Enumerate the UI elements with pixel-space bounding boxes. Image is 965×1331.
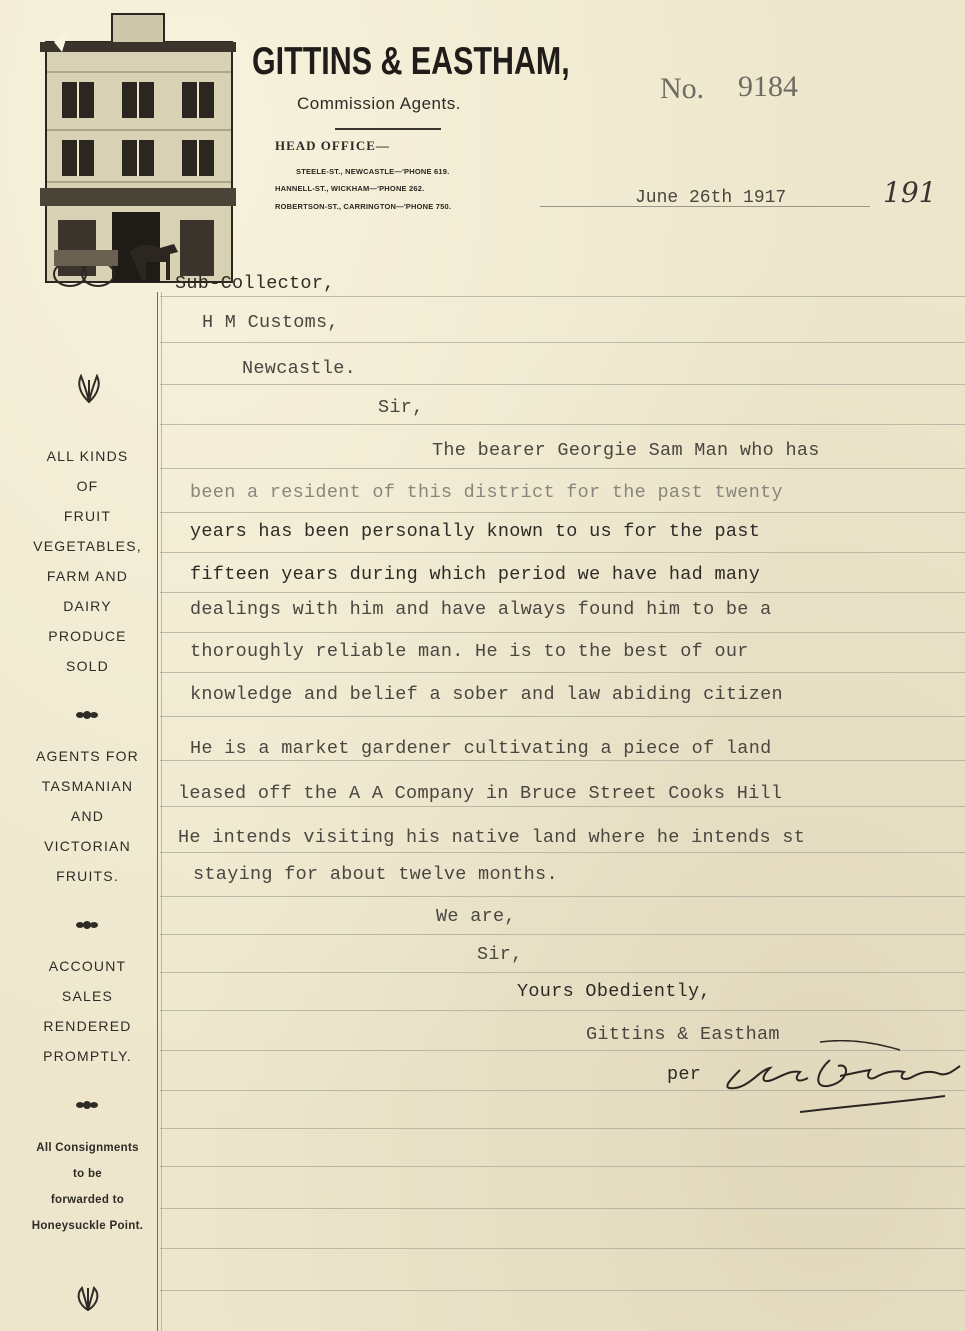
sidebar-text: PROMPTLY. <box>43 1048 132 1064</box>
ruled-line <box>160 672 965 673</box>
sidebar-text: forwarded to <box>50 1194 125 1206</box>
floral-ornament-icon <box>75 1096 99 1114</box>
sidebar-text: FRUIT <box>63 508 112 524</box>
head-office-label: HEAD OFFICE— <box>275 138 390 153</box>
ruled-line <box>160 468 965 469</box>
body-line: knowledge and belief a sober and law abiding citizen <box>190 684 783 705</box>
closing-line: We are, <box>436 906 516 927</box>
sidebar-text: AGENTS FOR <box>35 748 139 764</box>
address-line: STEELE-ST., NEWCASTLE—'PHONE 619. <box>296 167 450 176</box>
sidebar-text: SALES <box>61 988 114 1004</box>
sidebar-text: TASMANIAN <box>41 778 134 794</box>
body-line: years has been personally known to us for the past <box>190 521 761 542</box>
ruled-line <box>160 1128 965 1129</box>
ruled-line <box>160 632 965 633</box>
ruled-line <box>160 934 965 935</box>
sidebar-text: ACCOUNT <box>48 958 127 974</box>
body-line: staying for about twelve months. <box>193 864 558 885</box>
address-line: HANNELL-ST., WICKHAM—'PHONE 262. <box>275 184 425 193</box>
floral-ornament-icon <box>75 916 99 934</box>
letter-date: June 26th 1917 <box>635 188 787 208</box>
firm-name: GITTINS & EASTHAM, <box>252 40 570 83</box>
ruled-line <box>160 424 965 425</box>
ruled-line <box>160 296 965 297</box>
body-line: dealings with him and have always found him to be a <box>190 599 772 620</box>
address-line: ROBERTSON-ST., CARRINGTON—'PHONE 750. <box>275 202 452 211</box>
ruled-line <box>160 806 965 807</box>
ruled-line <box>160 716 965 717</box>
sidebar-text: FRUITS. <box>56 868 119 884</box>
ruled-line <box>160 972 965 973</box>
body-line: leased off the A A Company in Bruce Street Cooks Hill <box>178 783 783 804</box>
body-line: He intends visiting his native land where he intends st <box>178 827 806 848</box>
salutation: Sir, <box>378 397 424 418</box>
sidebar-text: OF <box>76 478 99 494</box>
ruled-line <box>160 1166 965 1167</box>
date-prefix: 191 <box>883 176 937 209</box>
ruled-line <box>160 384 965 385</box>
building-illustration <box>40 12 236 290</box>
sidebar-text: FARM AND <box>46 568 129 584</box>
sidebar-text: VEGETABLES, <box>33 538 142 554</box>
sidebar-text: RENDERED <box>43 1018 132 1034</box>
ruled-line <box>160 552 965 553</box>
body-line: been a resident of this district for the past twenty <box>190 482 783 503</box>
body-line: He is a market gardener cultivating a piece of land <box>190 738 772 759</box>
ruled-line <box>160 342 965 343</box>
body-line: fifteen years during which period we have had many <box>190 564 761 585</box>
ruled-line <box>160 1208 965 1209</box>
sidebar-text: All Consignments <box>36 1142 139 1154</box>
ruled-line <box>160 592 965 593</box>
body-line: thoroughly reliable man. He is to the best of our <box>190 641 749 662</box>
closing-line: Sir, <box>477 944 523 965</box>
sidebar-text: to be <box>73 1168 102 1180</box>
recipient-line: Sub-Collector, <box>175 273 335 294</box>
recipient-line: H M Customs, <box>202 312 339 333</box>
closing-line: Yours Obediently, <box>517 981 711 1002</box>
sidebar-text: DAIRY <box>63 598 112 614</box>
leaf-ornament-icon <box>76 374 102 404</box>
ruled-line <box>160 1290 965 1291</box>
ruled-line <box>160 512 965 513</box>
ruled-line <box>160 852 965 853</box>
ruled-line <box>160 1010 965 1011</box>
sidebar-text: VICTORIAN <box>44 838 131 854</box>
body-line: The bearer Georgie Sam Man who has <box>432 440 820 461</box>
sidebar-text: Honeysuckle Point. <box>31 1220 144 1232</box>
per-label: per <box>667 1064 702 1085</box>
ruled-line <box>160 1248 965 1249</box>
ruled-line <box>160 760 965 761</box>
sidebar-text: ALL KINDS <box>46 448 129 464</box>
company-signature-line: Gittins & Eastham <box>586 1024 780 1045</box>
sidebar-text: AND <box>70 808 105 824</box>
header-divider <box>335 128 441 130</box>
number-label: No. <box>660 72 705 105</box>
firm-subtitle: Commission Agents. <box>297 94 461 113</box>
recipient-line: Newcastle. <box>242 358 357 379</box>
sidebar-text: SOLD <box>66 658 109 674</box>
handwritten-signature <box>700 1040 965 1120</box>
shell-ornament-icon <box>74 1284 102 1312</box>
floral-ornament-icon <box>75 706 99 724</box>
ruled-line <box>160 896 965 897</box>
sidebar-text: PRODUCE <box>48 628 127 644</box>
letter-number: 9184 <box>738 70 798 103</box>
